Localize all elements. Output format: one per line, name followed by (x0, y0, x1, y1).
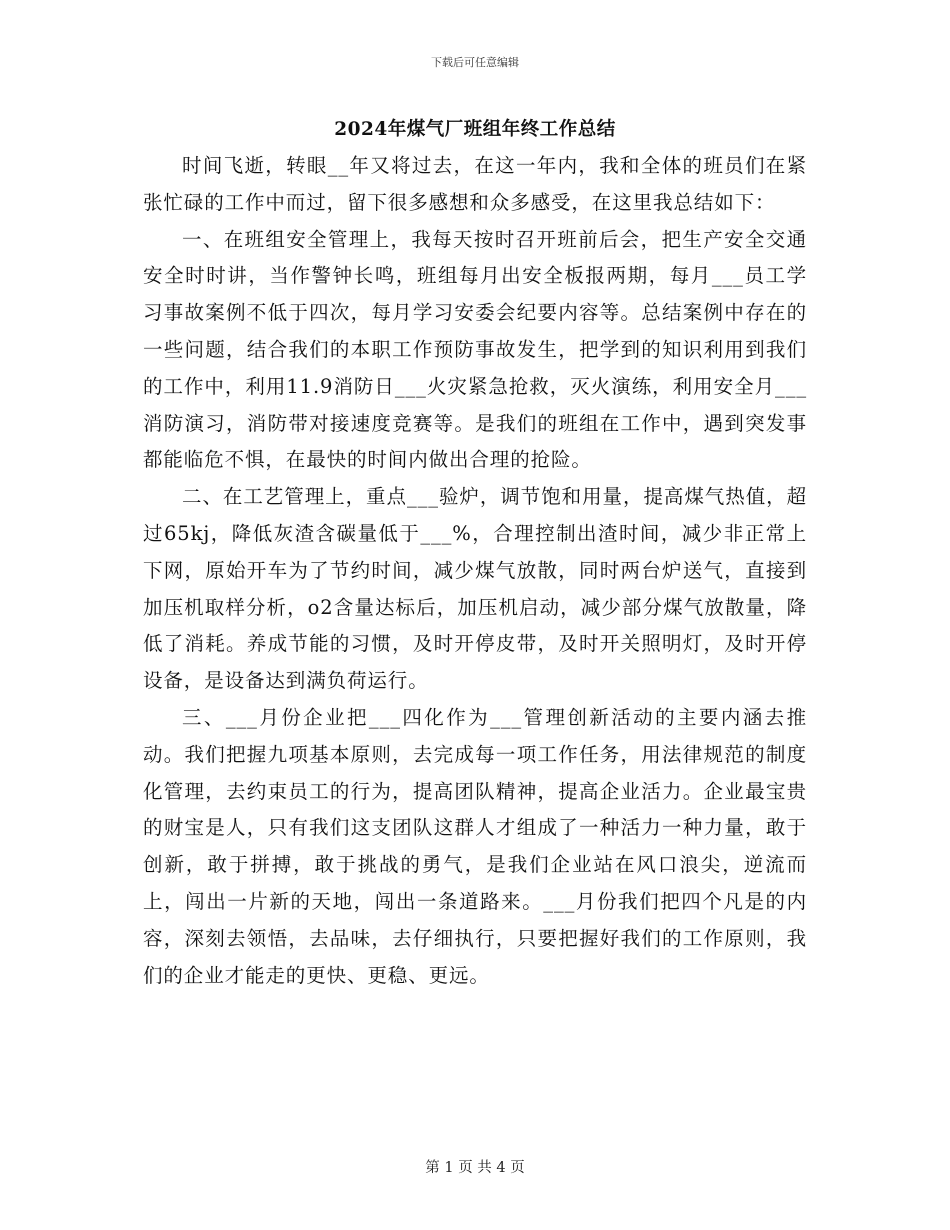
safety-management-paragraph: 一、在班组安全管理上，我每天按时召开班前后会，把生产安全交通安全时时讲，当作警钟长鸣，班组每月出安全板报两期，每月___员工学习事故案例不低于四次，每月学习安委会纪要内容等。总结案例中存在的一些问题，结合我们的本职工作预防事故发生，把学到的知识利用到我们的工作中，利用11.9消防日___火灾紧急抢救，灭火演练，利用安全月___消防演习，消防带对接速度竞赛等。是我们的班组在工作中，遇到突发事都能临危不惧，在最快的时间内做出合理的抢险。 (143, 227, 807, 472)
management-innovation-paragraph: 三、___月份企业把___四化作为___管理创新活动的主要内涵去推动。我们把握九项基本原则，去完成每一项工作任务，用法律规范的制度化管理，去约束员工的行为，提高团队精神，提高企业活力。企业最宝贵的财宝是人，只有我们这支团队这群人才组成了一种活力一种力量，敢于创新，敢于拼搏，敢于挑战的勇气，是我们企业站在风口浪尖，逆流而上，闯出一片新的天地，闯出一条道路来。___月份我们把四个凡是的内容，深刻去领悟，去品味，去仔细执行，只要把握好我们的工作原则，我们的企业才能走的更快、更稳、更远。 (143, 705, 807, 987)
header-note: 下载后可任意编辑 (431, 56, 519, 69)
page-number: 第 1 页 共 4 页 (425, 1160, 525, 1176)
document-body (143, 148, 807, 994)
document-title: 2024年煤气厂班组年终工作总结 (334, 119, 616, 140)
intro-paragraph: 时间飞逝，转眼__年又将过去，在这一年内，我和全体的班员们在紧张忙碌的工作中而过，留下很多感想和众多感受，在这里我总结如下： (143, 154, 807, 214)
process-management-paragraph: 二、在工艺管理上，重点___验炉，调节饱和用量，提高煤气热值，超过65kj，降低灰渣含碳量低于___%，合理控制出渣时间，减少非正常上下网，原始开车为了节约时间，减少煤气放散，同时两台炉送气，直接到加压机取样分析，o2含量达标后，加压机启动，减少部分煤气放散量，降低了消耗。养成节能的习惯，及时开停皮带，及时开关照明灯，及时开停设备，是设备达到满负荷运行。 (143, 485, 807, 693)
